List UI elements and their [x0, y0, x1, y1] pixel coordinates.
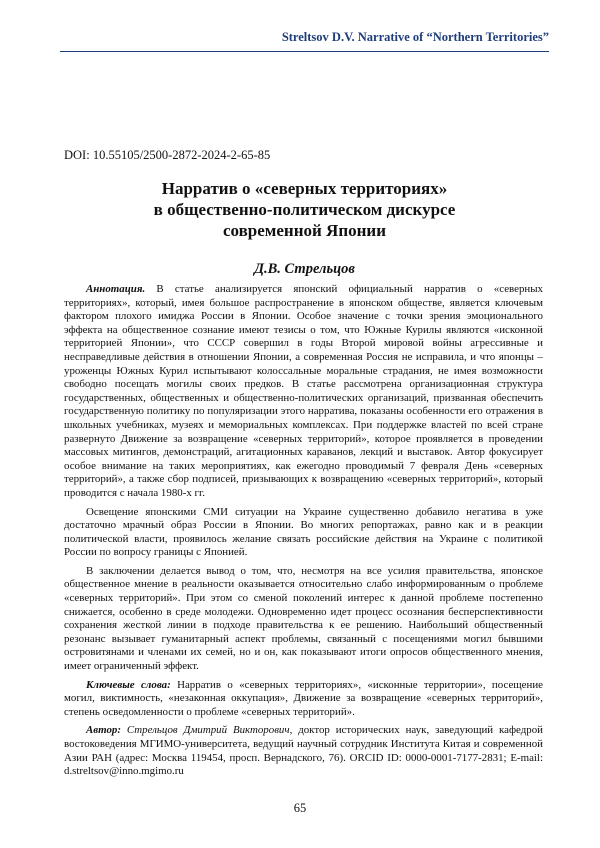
author-name: Д.В. Стрельцов	[254, 261, 355, 277]
page-number: 65	[293, 801, 307, 815]
header-rule	[60, 51, 549, 52]
abstract-label: Аннотация.	[86, 283, 146, 295]
abstract-text: В статье анализируется японский официальный нарратив о «северных территориях», который, имея большое распространение в японском обществе, является ключевым фактором плохого имиджа России в Японии. Особое значение с точки зрения эмоционального эффекта на общественное сознание имеют тезисы о том, что Южные Курилы являются «исконной территорией Японии», что СССР совершил в годы Второй мировой войны агрессивные и несправедливые действия в отношении Японии, а современная Россия не исправила, и что японцы – уроженцы Южных Курил испытывают колоссальные моральные страдания, не имея возможности свободно посещать могилы своих предков. В статье рассмотрена организационная структура государственных, общественных и общественно-политических организаций, призванная обеспечить государственную политику по популяризации этого нарратива, показаны особенности его отражения в школьных учебниках, музеях и мемориальных комплексах. При поддержке властей по всей стране развернуто Движение за возвращение «северных территорий», которое проявляется в проведении массовых митингов, демонстраций, агитационных караванов, лекций и выставок. Автор фокусирует особое внимание на таких мероприятиях, как ежегодно проводимый 7 февраля День «северных территорий», а также сбор подписей, призывающих к возвращению «северных территорий», который проводится с начала 1980-х гг.	[64, 283, 543, 499]
article-title	[60, 178, 549, 241]
keywords-text: Нарратив о «северных территориях», «исконные территории», посещение могил, виктимность, «незаконная оккупация», Движение за возвращение «северных территорий», степень осведомленности о проблеме «северных территорий».	[64, 678, 543, 718]
keywords-label: Ключевые слова:	[86, 678, 171, 691]
title-line: в общественно-политическом дискурсе	[153, 200, 456, 219]
doi[interactable]: DOI: 10.55105/2500-2872-2024-2-65-85	[64, 148, 271, 162]
author-info	[64, 724, 543, 778]
title-line: Нарратив о «северных территориях»	[161, 179, 448, 198]
title-line: современной Японии	[222, 221, 387, 240]
author-info-label: Автор:	[86, 724, 121, 737]
running-title: Streltsov D.V. Narrative of “Northern Territories”	[281, 30, 549, 44]
abstract-paragraph: Освещение японскими СМИ ситуации на Украине существенно добавило негатива в уже достаточно мрачный образ России в Японии. Во многих репортажах, равно как и в реакции политической власти, проявилось желание связать российские действия на Украине с политикой России по вопросу границы с Японией.	[64, 505, 543, 559]
abstract-paragraph: В заключении делается вывод о том, что, несмотря на все усилия правительства, японское общественное мнение в реальности оказывается относительно слабо информированным о проблеме «северных территорий». При этом со сменой поколений интерес к данной проблеме постепенно снижается, особенно в среде молодежи. Одновременно идет процесс осознания бесперспективности сохранения жесткой линии в подходе правительства к ее решению. Наибольший общественный резонанс вызывает гуманитарный аспект проблемы, связанный с посещениями могил бывшими островитянами и членами их семей, но и он, как показывают итоги опросов общественного мнения, имеет ограниченный эффект.	[64, 564, 543, 673]
author-info-text: , доктор исторических наук, заведующий кафедрой востоковедения МГИМО-университета, ведущий научный сотрудник Института Китая и современной Азии РАН (адрес: Москва 119454, просп. Вернадского, 76). ORCID ID: 0000-0001-7177-2831; E-mail: d.streltsov@inno.mgimo.ru	[64, 724, 543, 778]
author-info-name: Стрельцов Дмитрий Викторович	[126, 724, 290, 737]
abstract-body	[64, 283, 543, 784]
abstract-paragraph	[64, 283, 543, 501]
keywords	[64, 679, 543, 720]
